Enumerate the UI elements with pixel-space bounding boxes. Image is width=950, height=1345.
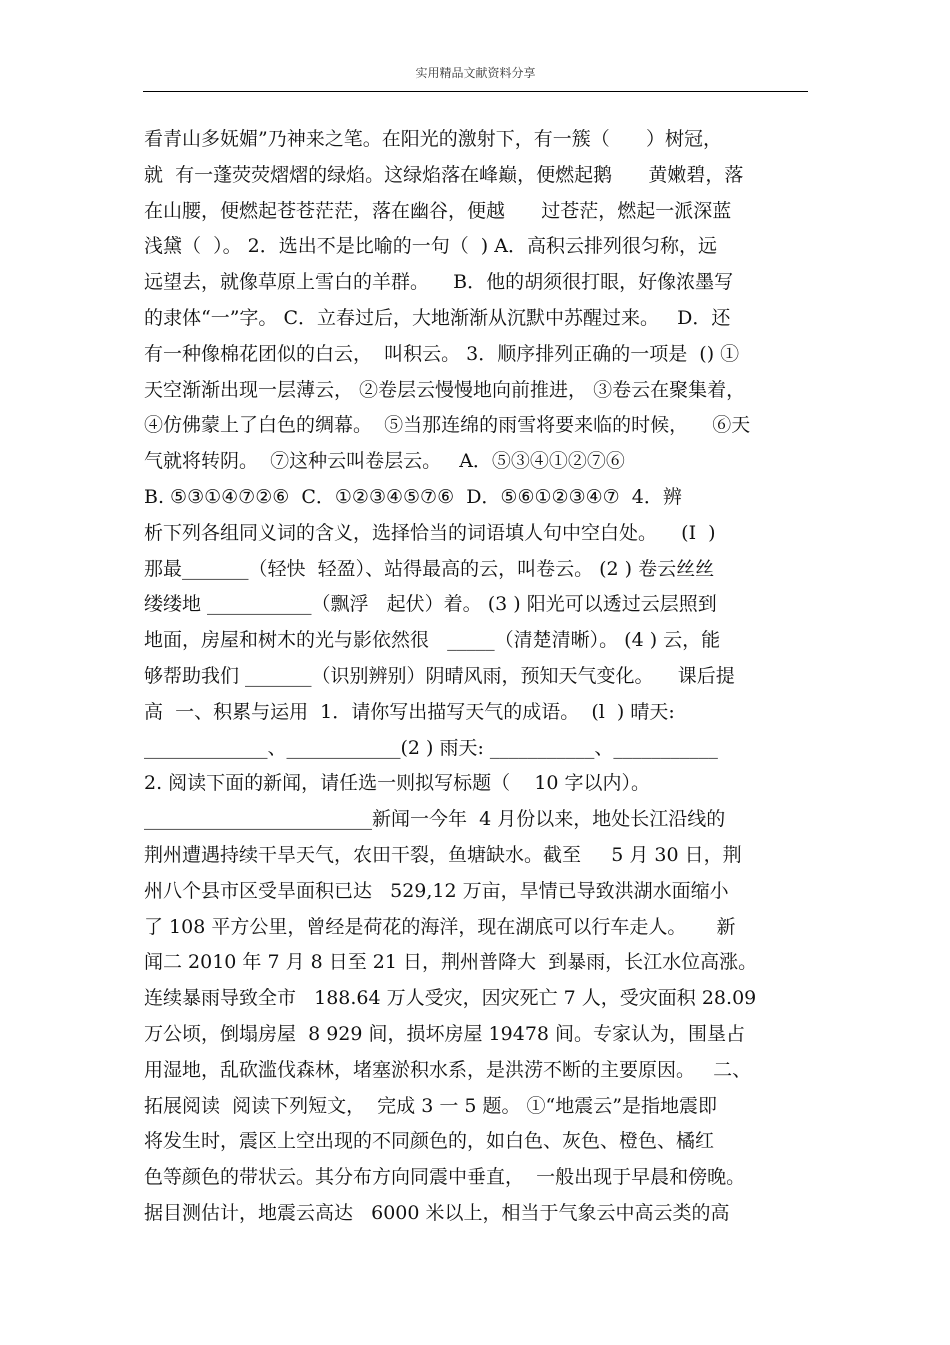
text-line: 在山腰，便燃起苍苍茫茫，落在幽谷，便越 过苍茫，燃起一派深蓝: [144, 199, 732, 222]
text-line: 连续暴雨导致全市 188.64 万人受灾，因灾死亡 7 人，受灾面积 28.09: [144, 987, 757, 1010]
text-line: 天空渐渐出现一层薄云， ②卷层云慢慢地向前推进， ③卷云在聚集着，: [144, 378, 746, 401]
text-line: 闻二 2010 年 7 月 8 日至 21 日，荆州普降大 到暴雨，长江水位高涨。: [144, 951, 758, 974]
page-header: 实用精品文献资料分享: [415, 66, 536, 80]
text-line: 色等颜色的带状云。其分布方向同震中垂直， 一般出现于早晨和傍晚。: [144, 1166, 746, 1189]
text-line: 就 有一蓬荧荧熠熠的绿焰。这绿焰落在峰巅，便燃起鹅 黄嫩碧，落: [144, 163, 744, 186]
text-line: 看青山多妩媚”乃神来之笔。在阳光的激射下，有一簇（ ）树冠，: [144, 128, 722, 150]
text-line: 那最_______（轻快 轻盈）、站得最高的云，叫卷云。 (2 ) 卷云丝丝: [144, 557, 715, 580]
text-line: 据目测估计，地震云高达 6000 米以上，相当于气象云中高云类的高: [144, 1201, 730, 1224]
text-line: B. ⑤③①④⑦②⑥ C．①②③④⑤⑦⑥ D．⑤⑥①②③④⑦ 4．辨: [144, 485, 682, 508]
text-line: 高 一、积累与运用 1．请你写出描写天气的成语。 (l ) 晴天:: [144, 700, 675, 723]
document-body: [144, 122, 812, 1232]
text-line: 2. 阅读下面的新闻，请任选一则拟写标题（ 10 字以内）。: [144, 772, 651, 795]
text-line: 万公顷，倒塌房屋 8 929 间，损坏房屋 19478 间。专家认为，围垦占: [144, 1022, 746, 1045]
text-line: 用湿地，乱砍滥伐森林，堵塞淤积水系，是洪涝不断的主要原因。 二、: [144, 1058, 752, 1081]
text-line: ④仿佛蒙上了白色的绸幕。 ⑤当那连绵的雨雪将要来临的时候， ⑥天: [144, 414, 751, 437]
text-line: 够帮助我们 _______（识别辨别）阴晴风雨，预知天气变化。 课后提: [144, 664, 735, 687]
text-line: 析下列各组同义词的含义，选择恰当的词语填人句中空白处。 (I ): [144, 521, 716, 544]
header-divider: [143, 91, 808, 92]
text-line: _____________、____________(2 ) 雨天: ___________、___________: [144, 736, 718, 759]
text-line: 地面，房屋和树木的光与影依然很 _____（清楚清晰）。 (4 ) 云，能: [144, 629, 721, 652]
text-line: 的隶体“一”字。 C．立春过后，大地渐渐从沉默中苏醒过来。 D．还: [144, 306, 731, 329]
text-line: 缕缕地 ___________（飘浮 起伏）着。 (3 ) 阳光可以透过云层照到: [144, 593, 717, 616]
text-line: 了 108 平方公里，曾经是荷花的海洋，现在湖底可以行车走人。 新: [144, 915, 736, 938]
text-line: 气就将转阴。 ⑦这种云叫卷层云。 A．⑤③④①②⑦⑥: [144, 450, 625, 473]
text-line: 远望去，就像草原上雪白的羊群。 B．他的胡须很打眼，好像浓墨写: [144, 271, 734, 294]
text-line: 荆州遭遇持续干旱天气，农田干裂，鱼塘缺水。截至 5 月 30 日，荆: [144, 843, 742, 866]
text-line: ________________________新闻一今年 4 月份以来，地处长江沿线的: [144, 808, 726, 831]
text-line: 将发生时，震区上空出现的不同颜色的，如白色、灰色、橙色、橘红: [144, 1130, 715, 1153]
text-line: 州八个县市区受旱面积已达 529,12 万亩，旱情已导致洪湖水面缩小: [144, 879, 729, 902]
text-line: 拓展阅读 阅读下列短文， 完成 3 一 5 题。 ①“地震云”是指地震即: [144, 1094, 717, 1117]
text-line: 有一种像棉花团似的白云， 叫积云。 3．顺序排列正确的一项是 () ①: [144, 342, 740, 365]
text-line: 浅黛（ ）。 2．选出不是比喻的一句（ ) A．高积云排列很匀称，远: [144, 235, 717, 258]
